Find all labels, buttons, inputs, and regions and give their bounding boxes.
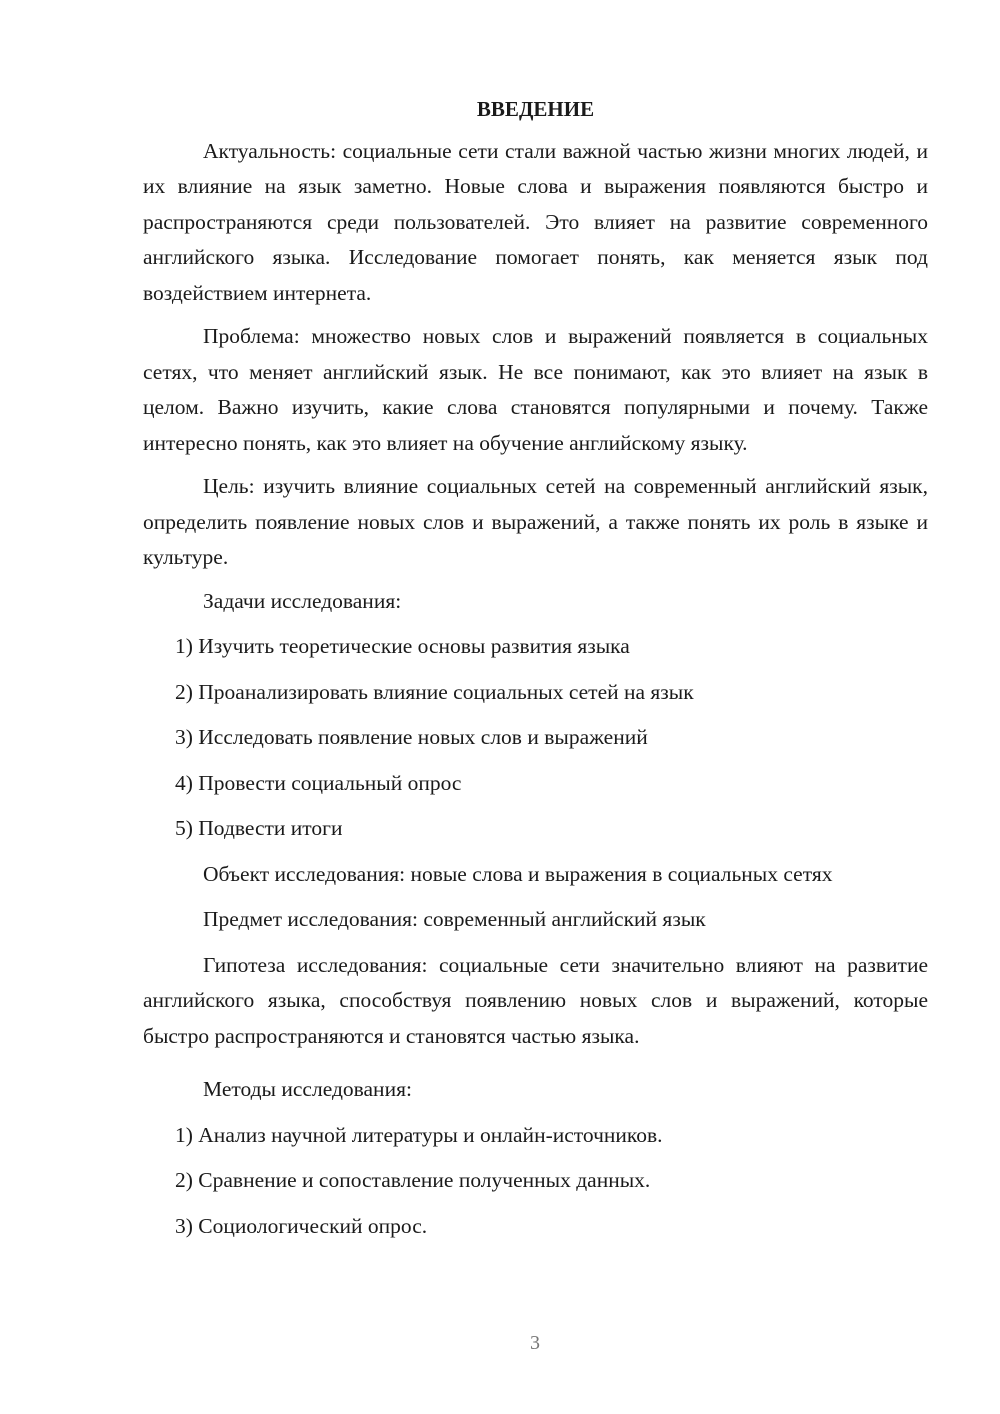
- goal-paragraph: Цель: изучить влияние социальных сетей на современный английский язык, определить появление новых слов и выражений, а также понять их роль в языке и культуре.: [143, 474, 928, 569]
- problem-paragraph: Проблема: множество новых слов и выражений появляется в социальных сетях, что меняет английский язык. Не все понимают, как это влияет на язык в целом. Важно изучить, какие слова становятся популярными и почему. Также интересно понять, как это влияет на обучение английскому языку.: [143, 324, 928, 455]
- tasks-heading: Задачи исследования:: [203, 588, 402, 613]
- hypothesis-paragraph: Гипотеза исследования: социальные сети значительно влияют на развитие английского языка, способствуя появлению новых слов и выражений, которые быстро распространяются и становятся частью языка.: [143, 952, 928, 1048]
- document-page: [143, 92, 928, 1244]
- page-number: 3: [530, 1332, 540, 1354]
- list-item: 2) Сравнение и сопоставление полученных данных.: [175, 1168, 651, 1192]
- list-item: 3) Исследовать появление новых слов и выражений: [175, 725, 648, 749]
- research-subject: Предмет исследования: современный английский язык: [203, 907, 706, 931]
- methods-heading: Методы исследования:: [203, 1077, 412, 1101]
- list-item: 3) Социологический опрос.: [175, 1213, 428, 1238]
- methods-list: [143, 1118, 928, 1245]
- list-item: 4) Провести социальный опрос: [175, 770, 462, 795]
- list-item: 5) Подвести итоги: [175, 816, 343, 840]
- list-item: 2) Проанализировать влияние социальных сетей на язык: [175, 679, 694, 704]
- section-title: ВВЕДЕНИЕ: [476, 97, 595, 121]
- list-item: 1) Анализ научной литературы и онлайн-источников.: [175, 1122, 663, 1147]
- relevance-paragraph: Актуальность: социальные сети стали важной частью жизни многих людей, и их влияние на язык заметно. Новые слова и выражения появляются быстро и распространяются среди пользователей. Это влияет на развитие современного английского языка. Исследование помогает понять, как меняется язык под воздействием интернета.: [143, 138, 928, 305]
- list-item: 1) Изучить теоретические основы развития языка: [175, 634, 630, 658]
- research-object: Объект исследования: новые слова и выражения в социальных сетях: [203, 861, 833, 886]
- tasks-list: [143, 629, 928, 857]
